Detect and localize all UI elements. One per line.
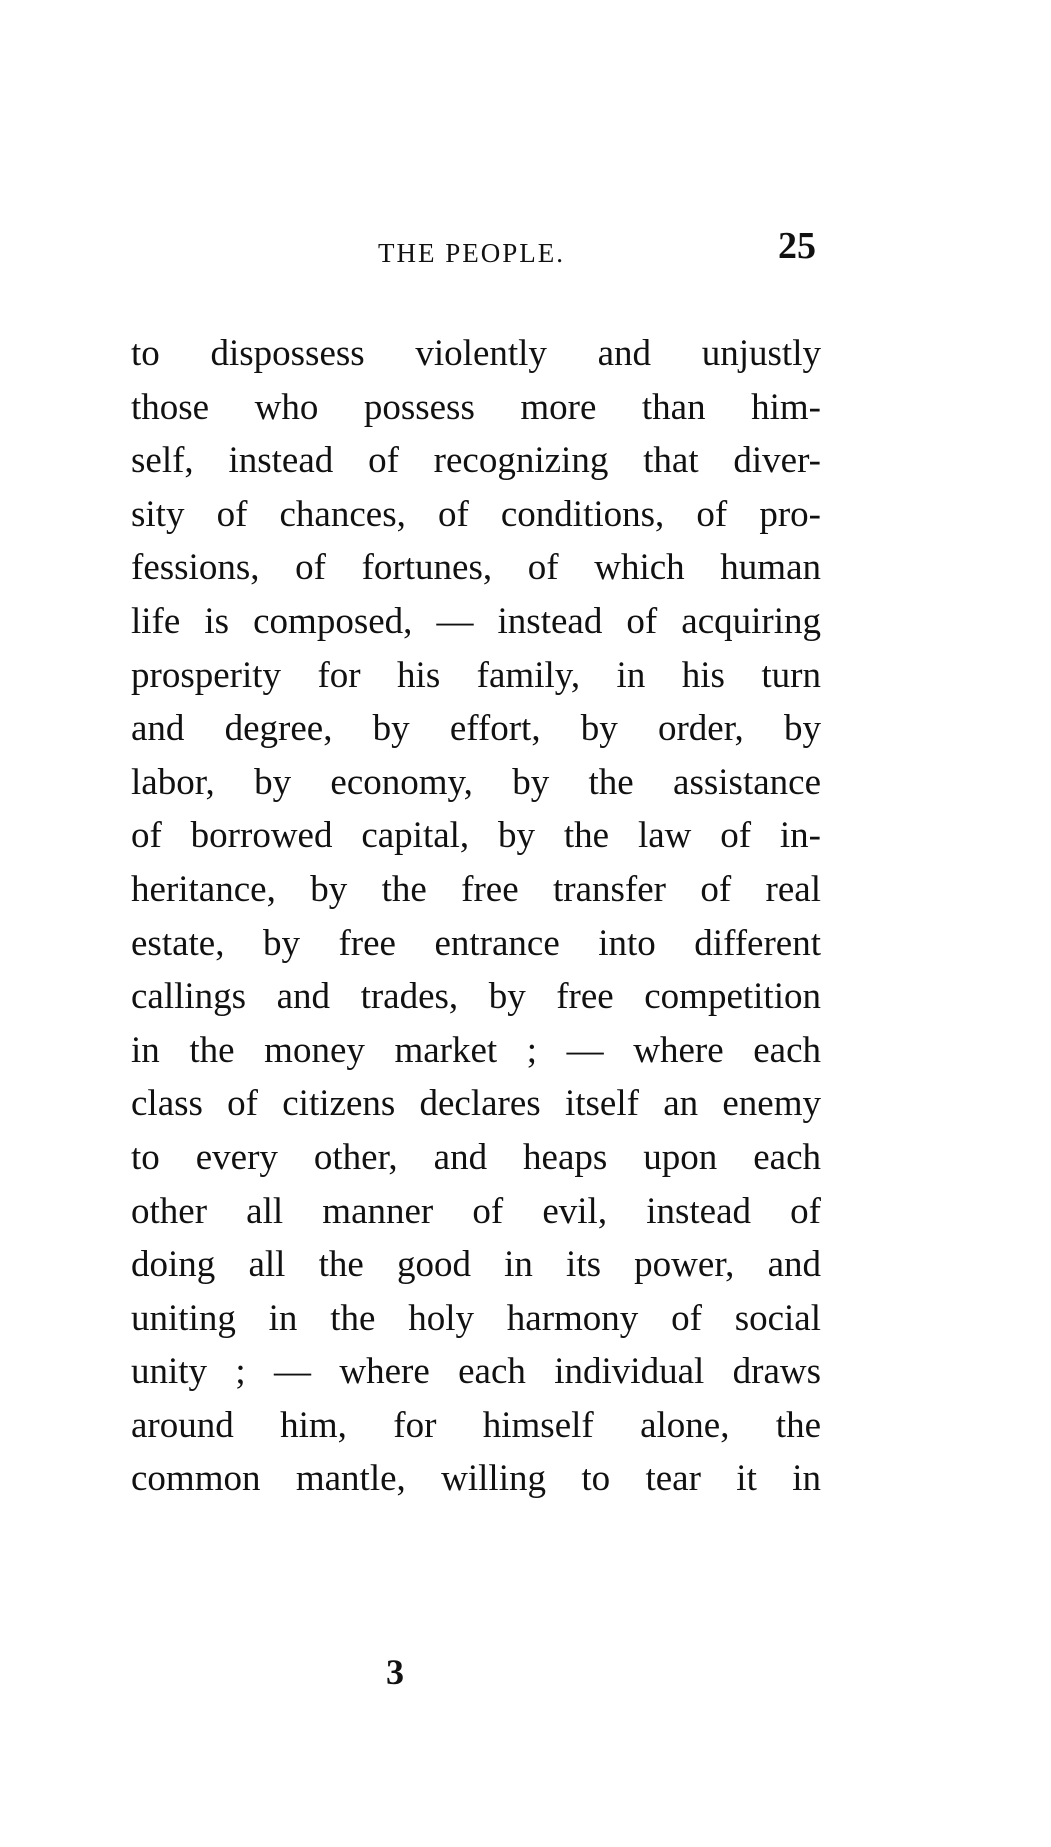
text-line: to every other, and heaps upon each: [131, 1136, 821, 1178]
text-line: estate, by free entrance into different: [131, 922, 821, 964]
text-line: around him, for himself alone, the: [131, 1404, 821, 1446]
page-number: 25: [778, 225, 816, 267]
running-title: THE PEOPLE.: [378, 238, 565, 268]
running-head: [0, 226, 1051, 276]
text-line: self, instead of recognizing that diver-: [131, 440, 821, 482]
text-line: of borrowed capital, by the law of in-: [131, 815, 821, 857]
text-line: prosperity for his family, in his turn: [131, 654, 821, 696]
text-line: unity ; — where each individual draws: [131, 1351, 821, 1393]
text-line: uniting in the holy harmony of social: [131, 1297, 821, 1339]
text-line: in the money market ; — where each: [131, 1029, 821, 1071]
text-line: common mantle, willing to tear it in: [131, 1458, 821, 1500]
text-line: fessions, of fortunes, of which human: [131, 547, 821, 589]
signature-mark: 3: [386, 1652, 404, 1692]
text-line: those who possess more than him-: [131, 386, 821, 428]
text-line: heritance, by the free transfer of real: [131, 868, 821, 910]
text-line: class of citizens declares itself an enemy: [131, 1083, 821, 1125]
text-line: sity of chances, of conditions, of pro-: [131, 493, 821, 535]
text-line: callings and trades, by free competition: [131, 976, 821, 1018]
text-line: labor, by economy, by the assistance: [131, 761, 821, 803]
body-text: [131, 327, 821, 1506]
text-line: to dispossess violently and unjustly: [131, 333, 821, 374]
text-line: other all manner of evil, instead of: [131, 1190, 821, 1232]
text-line: life is composed, — instead of acquiring: [131, 600, 821, 642]
text-line: doing all the good in its power, and: [131, 1244, 821, 1286]
text-line: and degree, by effort, by order, by: [131, 708, 821, 750]
